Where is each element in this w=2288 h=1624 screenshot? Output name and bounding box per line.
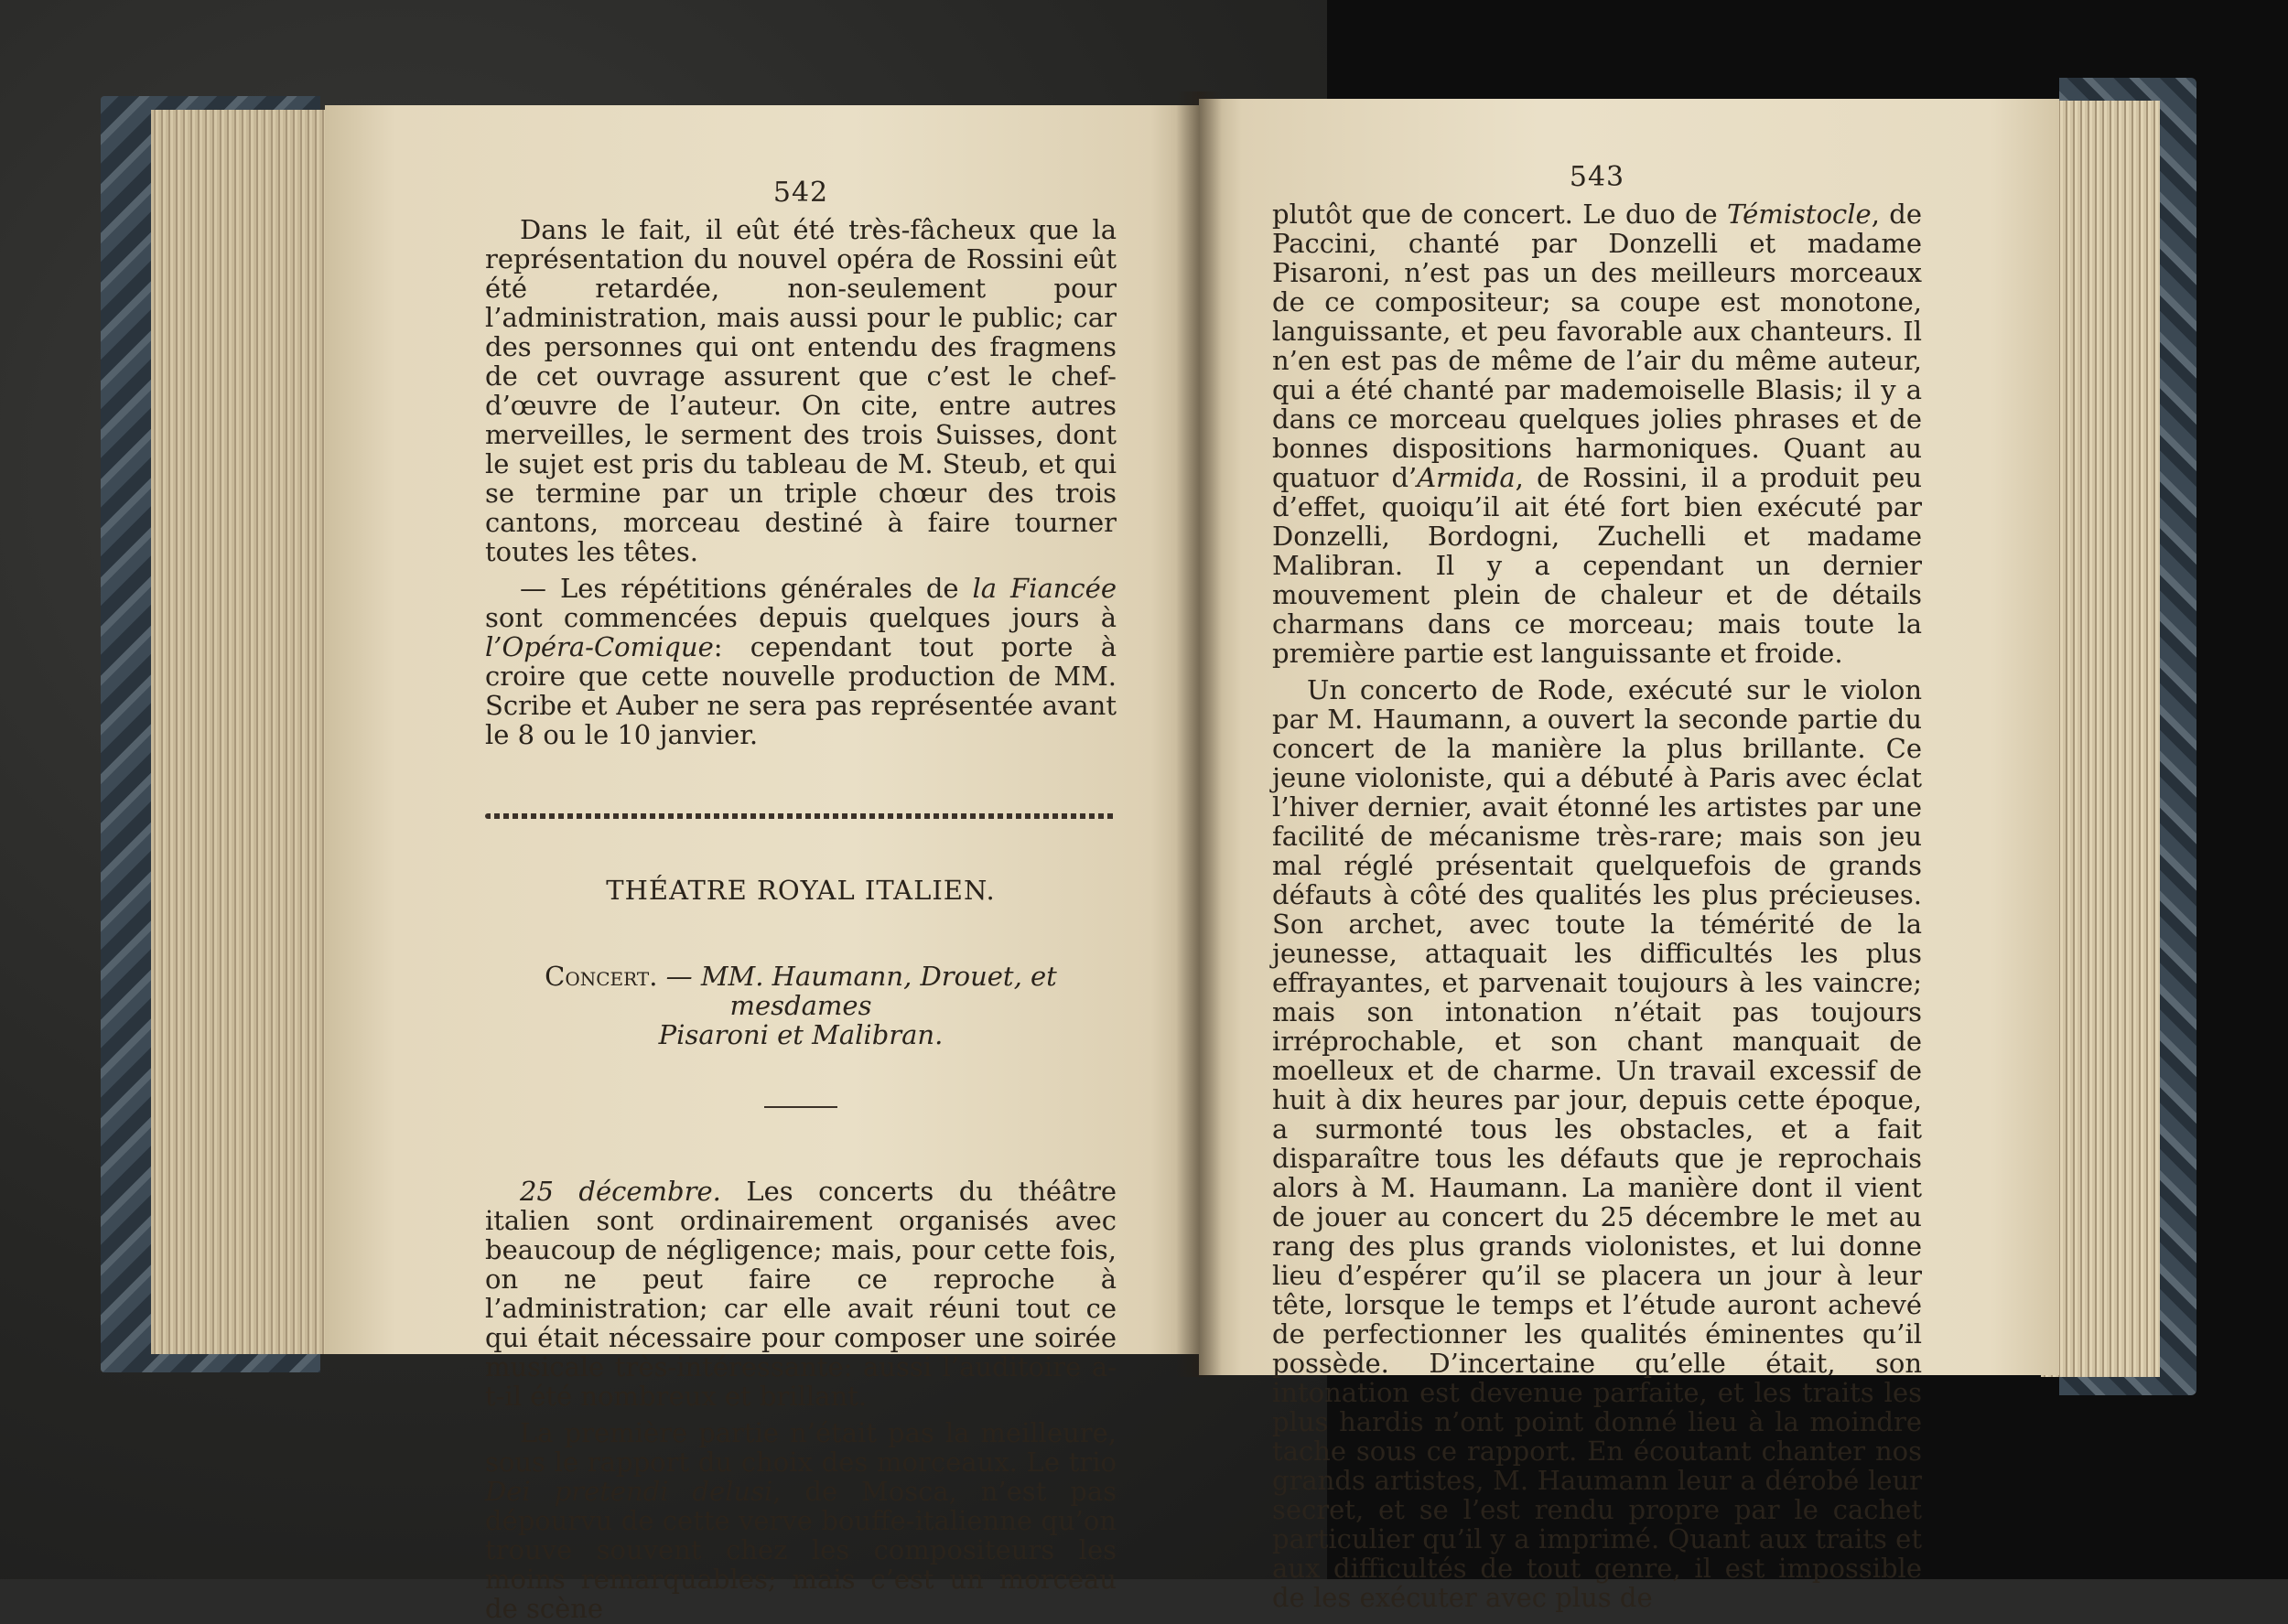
section-title: THÉATRE ROYAL ITALIEN.	[606, 875, 996, 906]
text-run: , de Rossini, il a produit peu d’effet, quoiqu’il ait été fort bien exécuté par Donzelli, Bordogni, Zuchelli et madame Malibran. Il y a cependant un dernier mouvement plein de chaleur et de détails charmans dans ce morceau; mais toute la première partie est languissante et froide.	[1272, 462, 1922, 669]
paragraph	[485, 1418, 1117, 1623]
concert-performers: Pisaroni et Malibran.	[658, 1019, 944, 1050]
paragraph: Un concerto de Rode, exécuté sur le violon par M. Haumann, a ouvert la seconde partie du concert de la manière la plus brillante. Ce jeune violoniste, qui a débuté à Paris avec éclat l’hiver dernier, avait étonné les artistes par une facilité de mécanisme très-rare; mais son jeu mal réglé présentait quelquefois de grands défauts à côté des qualités les plus précieuses. Son archet, avec toute la témérité de la jeunesse, attaquait les difficultés les plus effrayantes, et parvenait toujours à les vaincre; mais son intonation n’était pas toujours irréprochable, et son chant manquait de moelleux et de charme. Un travail excessif de huit à dix heures par jour, depuis cette époque, a surmonté tous les obstacles, et a fait disparaître tous les défauts que je reprochais alors à M. Haumann. La manière dont il vient de jouer au concert du 25 décembre le met au rang des plus grands violonistes, et lui donne lieu d’espérer qu’il se placera un jour à leur tête, lorsque le temps et l’étude auront achevé de perfectionner les qualités éminentes qu’il possède. D’incertaine qu’elle était, son intonation est devenue parfaite, et les traits les plus hardis n’ont point donné lieu à la moindre tache sous ce rapport. En écoutant chanter nos grands artistes, M. Haumann leur a dérobé leur secret, et se l’est rendu propre par le cachet particulier qu’il y a imprimé. Quant aux traits et aux difficultés de tout genre, il est impossible de les exécuter avec plus de	[1272, 674, 1922, 1613]
text-run: — Les répétitions générales de	[520, 573, 973, 604]
concert-heading	[485, 962, 1117, 1020]
italic-text: l’Opéra-Comique	[485, 631, 714, 662]
concert-performers: — MM. Haumann, Drouet, et mesdames	[657, 961, 1057, 1021]
paragraph	[1272, 199, 1922, 668]
page-number: 543	[1569, 161, 1625, 193]
italic-text: Armida	[1417, 462, 1516, 493]
page-number: 542	[772, 177, 829, 209]
italic-text: la Fiancée	[972, 573, 1117, 604]
text-run: , de Mosca, n’est pas dépourvu de cette verve bouffe-italienne qu’on trouve souvent chez les compositeurs les moins remarquables; mais c’est un morceau de scène	[485, 1476, 1117, 1624]
text-run: : cependant tout porte à croire que cette nouvelle production de MM. Scribe et Auber ne sera pas représentée avant le 8 ou le 10 janvier.	[485, 631, 1117, 750]
right-page	[1199, 99, 2059, 1613]
italic-text: Témistocle	[1727, 199, 1872, 230]
italic-text: Dei pretendi delusi	[485, 1476, 773, 1507]
short-rule	[764, 1106, 837, 1108]
paragraph	[485, 1177, 1117, 1411]
ornamental-divider	[485, 813, 1117, 819]
text-run: sont commencées depuis quelques jours à	[485, 602, 1117, 633]
book-gutter	[1176, 91, 1222, 1377]
text-run: , de Paccini, chanté par Donzelli et madame Pisaroni, n’est pas un des meilleurs morceaux de ce compositeur; sa coupe est monotone, languissante, et peu favorable aux chanteurs. Il n’en est pas de même de l’air du même auteur, qui a été chanté par mademoiselle Blasis; il y a dans ce morceau quelques jolies phrases et de bonnes dispositions harmoniques. Quant au quatuor d’	[1272, 199, 1922, 493]
paragraph: Dans le fait, il eût été très-fâcheux que la représentation du nouvel opéra de Rossini eût été retardée, non-seulement pour l’administration, mais aussi pour le public; car des personnes qui ont entendu des fragmens de cet ouvrage assurent que c’est le chef-d’œuvre de l’auteur. On cite, entre autres merveilles, le serment des trois Suisses, dont le sujet est pris du tableau de M. Steub, et qui se termine par un triple chœur des trois cantons, morceau destiné à faire tourner toutes les têtes.	[485, 214, 1117, 567]
text-run: Les concerts du théâtre italien sont ordinairement organisés avec beaucoup de négligence; mais, pour cette fois, on ne peut faire ce reproche à l’administration; car elle avait réuni tout ce qui était nécessaire pour composer une soirée musicale très-intéressante: aussi l’auditoire a-t-il été nombreux et brillant.	[485, 1176, 1117, 1412]
page-edges-left	[151, 110, 334, 1354]
date-text: 25 décembre.	[520, 1176, 721, 1207]
left-page	[325, 105, 1203, 1624]
paragraph	[485, 574, 1117, 749]
concert-heading-line2	[485, 1020, 1117, 1049]
concert-label: Concert.	[545, 961, 658, 992]
text-run: La première partie n’était pas la meilleure, sous le rapport du choix des morceaux. Le trio	[485, 1417, 1117, 1478]
text-run: plutôt que de concert. Le duo de	[1272, 199, 1728, 230]
